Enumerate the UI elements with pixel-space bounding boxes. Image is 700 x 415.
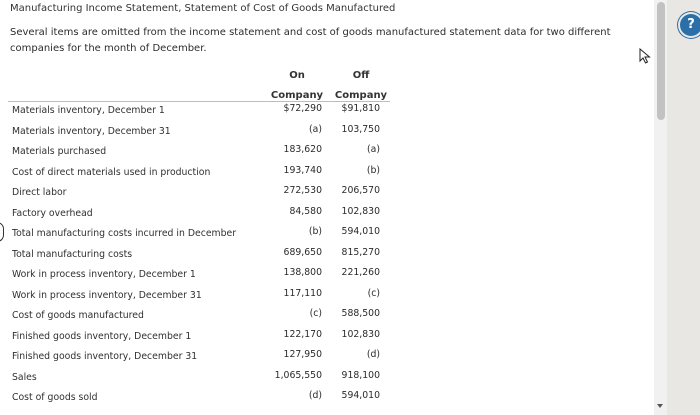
on-company-value: (c)	[309, 308, 322, 319]
table-row	[0, 327, 400, 348]
off-company-value: 221,260	[341, 267, 380, 278]
on-company-value: 689,650	[283, 246, 322, 258]
off-company-value: (c)	[367, 287, 380, 299]
off-company-value: 594,010	[341, 226, 380, 237]
table-row	[0, 368, 400, 389]
off-company-value: (d)	[366, 349, 380, 360]
row-label: Direct labor	[12, 187, 67, 198]
column-header-off-line2: Company	[334, 90, 388, 101]
on-company-value: (a)	[309, 123, 322, 135]
off-company-value: 594,010	[341, 390, 380, 401]
on-company-value: 117,110	[283, 287, 322, 299]
scroll-down-arrow-icon[interactable]	[657, 404, 663, 408]
column-header-on-company	[268, 66, 326, 106]
column-header-on-line2: Company	[270, 90, 324, 101]
table-row	[0, 245, 400, 266]
row-label: Materials inventory, December 1	[12, 105, 165, 116]
help-icon[interactable]: ?	[680, 14, 700, 36]
off-company-value: (a)	[367, 144, 380, 155]
row-label: Cost of direct materials used in production	[12, 166, 211, 178]
on-company-value: 193,740	[283, 164, 322, 176]
row-label: Cost of goods manufactured	[12, 310, 144, 321]
off-company-value: 103,750	[341, 123, 380, 135]
table-row	[0, 163, 400, 184]
problem-intro: Several items are omitted from the income statement and cost of goods manufactured statement data for two different companies for the month of December.	[10, 27, 611, 54]
table-row	[0, 265, 400, 286]
table-row	[0, 142, 400, 163]
off-company-value: 588,500	[341, 308, 380, 319]
table-row	[0, 286, 400, 307]
scrollbar-thumb[interactable]	[657, 2, 665, 120]
off-company-value: 102,830	[341, 205, 380, 217]
column-header-on-line1: On	[289, 70, 305, 81]
row-label: Cost of goods sold	[12, 392, 98, 403]
on-company-value: 127,950	[283, 349, 322, 360]
table-row	[0, 204, 400, 225]
on-company-value: 122,170	[283, 328, 322, 340]
row-label: Materials inventory, December 31	[12, 125, 171, 137]
table-row	[0, 347, 400, 368]
off-company-value: (b)	[366, 164, 380, 176]
on-company-value: 138,800	[283, 267, 322, 278]
table-row	[0, 388, 400, 409]
problem-title: Manufacturing Income Statement, Statement of Cost of Goods Manufactured	[10, 3, 396, 14]
table-row	[0, 101, 400, 122]
row-label: Materials purchased	[12, 146, 107, 157]
column-header-off-line1: Off	[352, 70, 370, 81]
row-label: Finished goods inventory, December 31	[12, 351, 198, 362]
table-row	[0, 306, 400, 327]
off-company-value: 918,100	[341, 369, 380, 381]
row-label: Sales	[12, 371, 37, 383]
on-company-value: (b)	[308, 226, 322, 237]
row-label: Total manufacturing costs incurred in December	[12, 228, 237, 239]
off-company-value: $91,810	[341, 103, 380, 114]
row-label: Total manufacturing costs	[12, 248, 133, 260]
table-row	[0, 183, 400, 204]
on-company-value: 272,530	[283, 185, 322, 196]
data-table	[0, 101, 400, 409]
table-row	[0, 122, 400, 143]
off-company-value: 206,570	[341, 185, 380, 196]
row-label: Finished goods inventory, December 1	[12, 330, 192, 342]
on-company-value: $72,290	[283, 103, 322, 114]
row-label: Work in process inventory, December 1	[12, 269, 196, 280]
off-company-value: 815,270	[341, 246, 380, 258]
column-header-off-company	[333, 66, 389, 106]
on-company-value: 1,065,550	[274, 369, 322, 381]
off-company-value: 102,830	[341, 328, 380, 340]
table-row	[0, 224, 400, 245]
on-company-value: (d)	[308, 390, 322, 401]
row-label: Work in process inventory, December 31	[12, 289, 202, 301]
on-company-value: 84,580	[289, 205, 322, 217]
row-label: Factory overhead	[12, 207, 93, 219]
on-company-value: 183,620	[283, 144, 322, 155]
mouse-cursor-icon	[638, 48, 652, 64]
